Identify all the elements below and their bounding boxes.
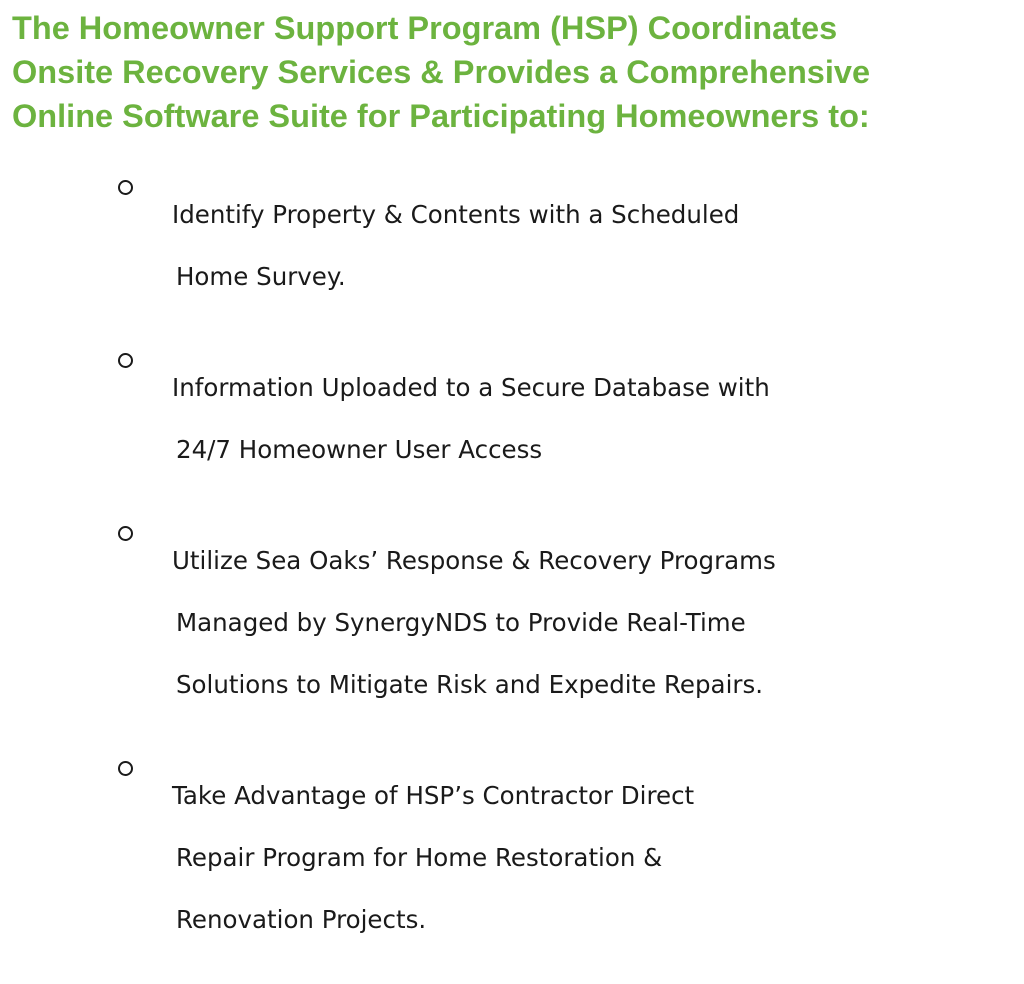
bullet-line: Take Advantage of HSP’s Contractor Direct [172,781,695,810]
list-item [118,749,1008,966]
bullet-text [172,168,1008,323]
heading-line: Online Software Suite for Participating Homeowners to: [12,98,870,134]
bullet-text [172,749,1008,966]
hollow-circle-bullet-icon [118,526,133,541]
bullet-line: Utilize Sea Oaks’ Response & Recovery Programs [172,546,776,575]
bullet-line: Information Uploaded to a Secure Database with [172,373,770,402]
slide-heading [12,6,1017,138]
bullet-line: Identify Property & Contents with a Scheduled [172,200,740,229]
bullet-line: Solutions to Mitigate Risk and Expedite Repairs. [176,670,764,699]
heading-line: The Homeowner Support Program (HSP) Coordinates [12,10,838,46]
bullet-line: Home Survey. [176,262,346,291]
hollow-circle-bullet-icon [118,761,133,776]
hollow-circle-bullet-icon [118,353,133,368]
hollow-circle-bullet-icon [118,180,133,195]
heading-line: Onsite Recovery Services & Provides a Comprehensive [12,54,871,90]
bullet-line: 24/7 Homeowner User Access [176,435,543,464]
bullet-list [118,168,1008,984]
bullet-line: Repair Program for Home Restoration & [176,843,663,872]
bullet-line: Managed by SynergyNDS to Provide Real-Time [176,608,746,637]
list-item [118,168,1008,323]
list-item [118,514,1008,731]
bullet-line: Renovation Projects. [176,905,427,934]
bullet-text [172,341,1008,496]
bullet-text [172,514,1008,731]
list-item [118,341,1008,496]
